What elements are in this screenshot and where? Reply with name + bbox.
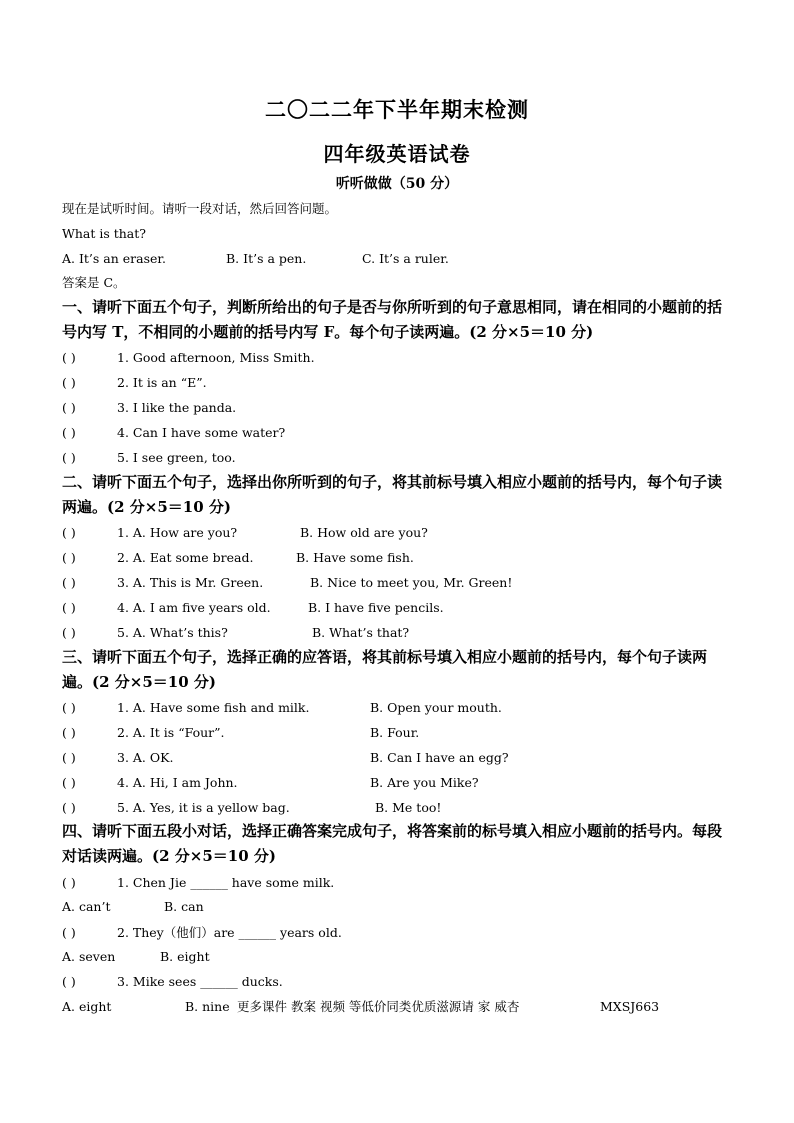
trial-option-c: C. It’s a ruler.: [362, 251, 449, 266]
watermark-text: 更多课件 教案 视频 等低价同类优质滋源请 家 威杏: [237, 999, 520, 1014]
answer-bracket[interactable]: ( ): [62, 575, 76, 590]
answer-bracket[interactable]: ( ): [62, 350, 76, 365]
answer-bracket[interactable]: ( ): [62, 450, 76, 465]
list-item: ( ) 5. A. Yes, it is a yellow bag. B. Me too!: [62, 800, 442, 815]
list-item: ( ) 2. A. It is “Four”. B. Four.: [62, 725, 420, 740]
trial-answer: 答案是 C。: [62, 275, 126, 290]
list-item: ( ) 3. A. This is Mr. Green. B. Nice to meet you, Mr. Green!: [62, 575, 513, 590]
exam-subtitle: 四年级英语试卷: [323, 142, 471, 166]
answer-bracket[interactable]: ( ): [62, 625, 76, 640]
section4-heading: 四、请听下面五段小对话，选择正确答案完成句子，将答案前的标号填入相应小题前的括号内。每段对话读两遍。(2 分×5＝10 分): [62, 822, 723, 865]
answer-bracket[interactable]: ( ): [62, 425, 76, 440]
trial-question: What is that?: [62, 226, 146, 241]
answer-bracket[interactable]: ( ): [62, 750, 76, 765]
trial-option-b: B. It’s a pen.: [226, 251, 307, 266]
answer-bracket[interactable]: ( ): [62, 400, 76, 415]
part-title: 听听做做（50 分）: [335, 176, 459, 192]
document-code: MXSJ663: [600, 999, 660, 1014]
answer-bracket[interactable]: ( ): [62, 875, 76, 890]
list-item: ( ) 1. A. Have some fish and milk. B. Open your mouth.: [62, 700, 502, 715]
answer-bracket[interactable]: ( ): [62, 974, 76, 989]
list-item: ( ) 5. I see green, too.: [62, 450, 236, 465]
list-item: ( ) 4. A. Hi, I am John. B. Are you Mike?: [62, 775, 479, 790]
list-item: ( ) 3. Mike sees ______ ducks.: [62, 974, 283, 989]
answer-bracket[interactable]: ( ): [62, 925, 76, 940]
section1-heading: 一、请听下面五个句子，判断所给出的句子是否与你所听到的句子意思相同，请在相同的小题前的括号内写 T，不相同的小题前的括号内写 F。每个句子读两遍。(2 分×5＝10 分): [62, 298, 723, 341]
list-item: ( ) 1. Chen Jie ______ have some milk.: [62, 875, 335, 890]
list-item-options: A. eight B. nine 更多课件 教案 视频 等低价同类优质滋源请 家 威杏 MXSJ663: [62, 999, 660, 1014]
trial-option-a: A. It’s an eraser.: [62, 251, 166, 266]
list-item: ( ) 2. It is an “E”.: [62, 375, 207, 390]
answer-bracket[interactable]: ( ): [62, 775, 76, 790]
list-item: ( ) 4. A. I am five years old. B. I have five pencils.: [62, 600, 444, 615]
answer-bracket[interactable]: ( ): [62, 725, 76, 740]
answer-bracket[interactable]: ( ): [62, 525, 76, 540]
list-item: ( ) 1. Good afternoon, Miss Smith.: [62, 350, 315, 365]
answer-bracket[interactable]: ( ): [62, 375, 76, 390]
list-item-options: A. can’t B. can: [62, 899, 204, 914]
section3-heading: 三、请听下面五个句子，选择正确的应答语，将其前标号填入相应小题前的括号内，每个句子读两遍。(2 分×5＝10 分): [62, 648, 708, 691]
section2-heading: 二、请听下面五个句子，选择出你所听到的句子，将其前标号填入相应小题前的括号内，每个句子读两遍。(2 分×5＝10 分): [62, 473, 723, 516]
list-item: ( ) 1. A. How are you? B. How old are you?: [62, 525, 428, 540]
list-item-options: A. seven B. eight: [62, 949, 210, 964]
list-item: ( ) 3. A. OK. B. Can I have an egg?: [62, 750, 509, 765]
list-item: ( ) 3. I like the panda.: [62, 400, 237, 415]
answer-bracket[interactable]: ( ): [62, 600, 76, 615]
trial-instruction: 现在是试听时间。请听一段对话，然后回答问题。: [62, 201, 338, 216]
trial-options: [62, 251, 449, 267]
list-item: ( ) 5. A. What’s this? B. What’s that?: [62, 625, 410, 640]
exam-title: 二〇二二年下半年期末检测: [265, 97, 529, 122]
answer-bracket[interactable]: ( ): [62, 700, 76, 715]
list-item: ( ) 2. A. Eat some bread. B. Have some fish.: [62, 550, 414, 565]
list-item: ( ) 4. Can I have some water?: [62, 425, 286, 440]
answer-bracket[interactable]: ( ): [62, 800, 76, 815]
list-item: ( ) 2. They（他们）are ______ years old.: [62, 925, 342, 940]
answer-bracket[interactable]: ( ): [62, 550, 76, 565]
